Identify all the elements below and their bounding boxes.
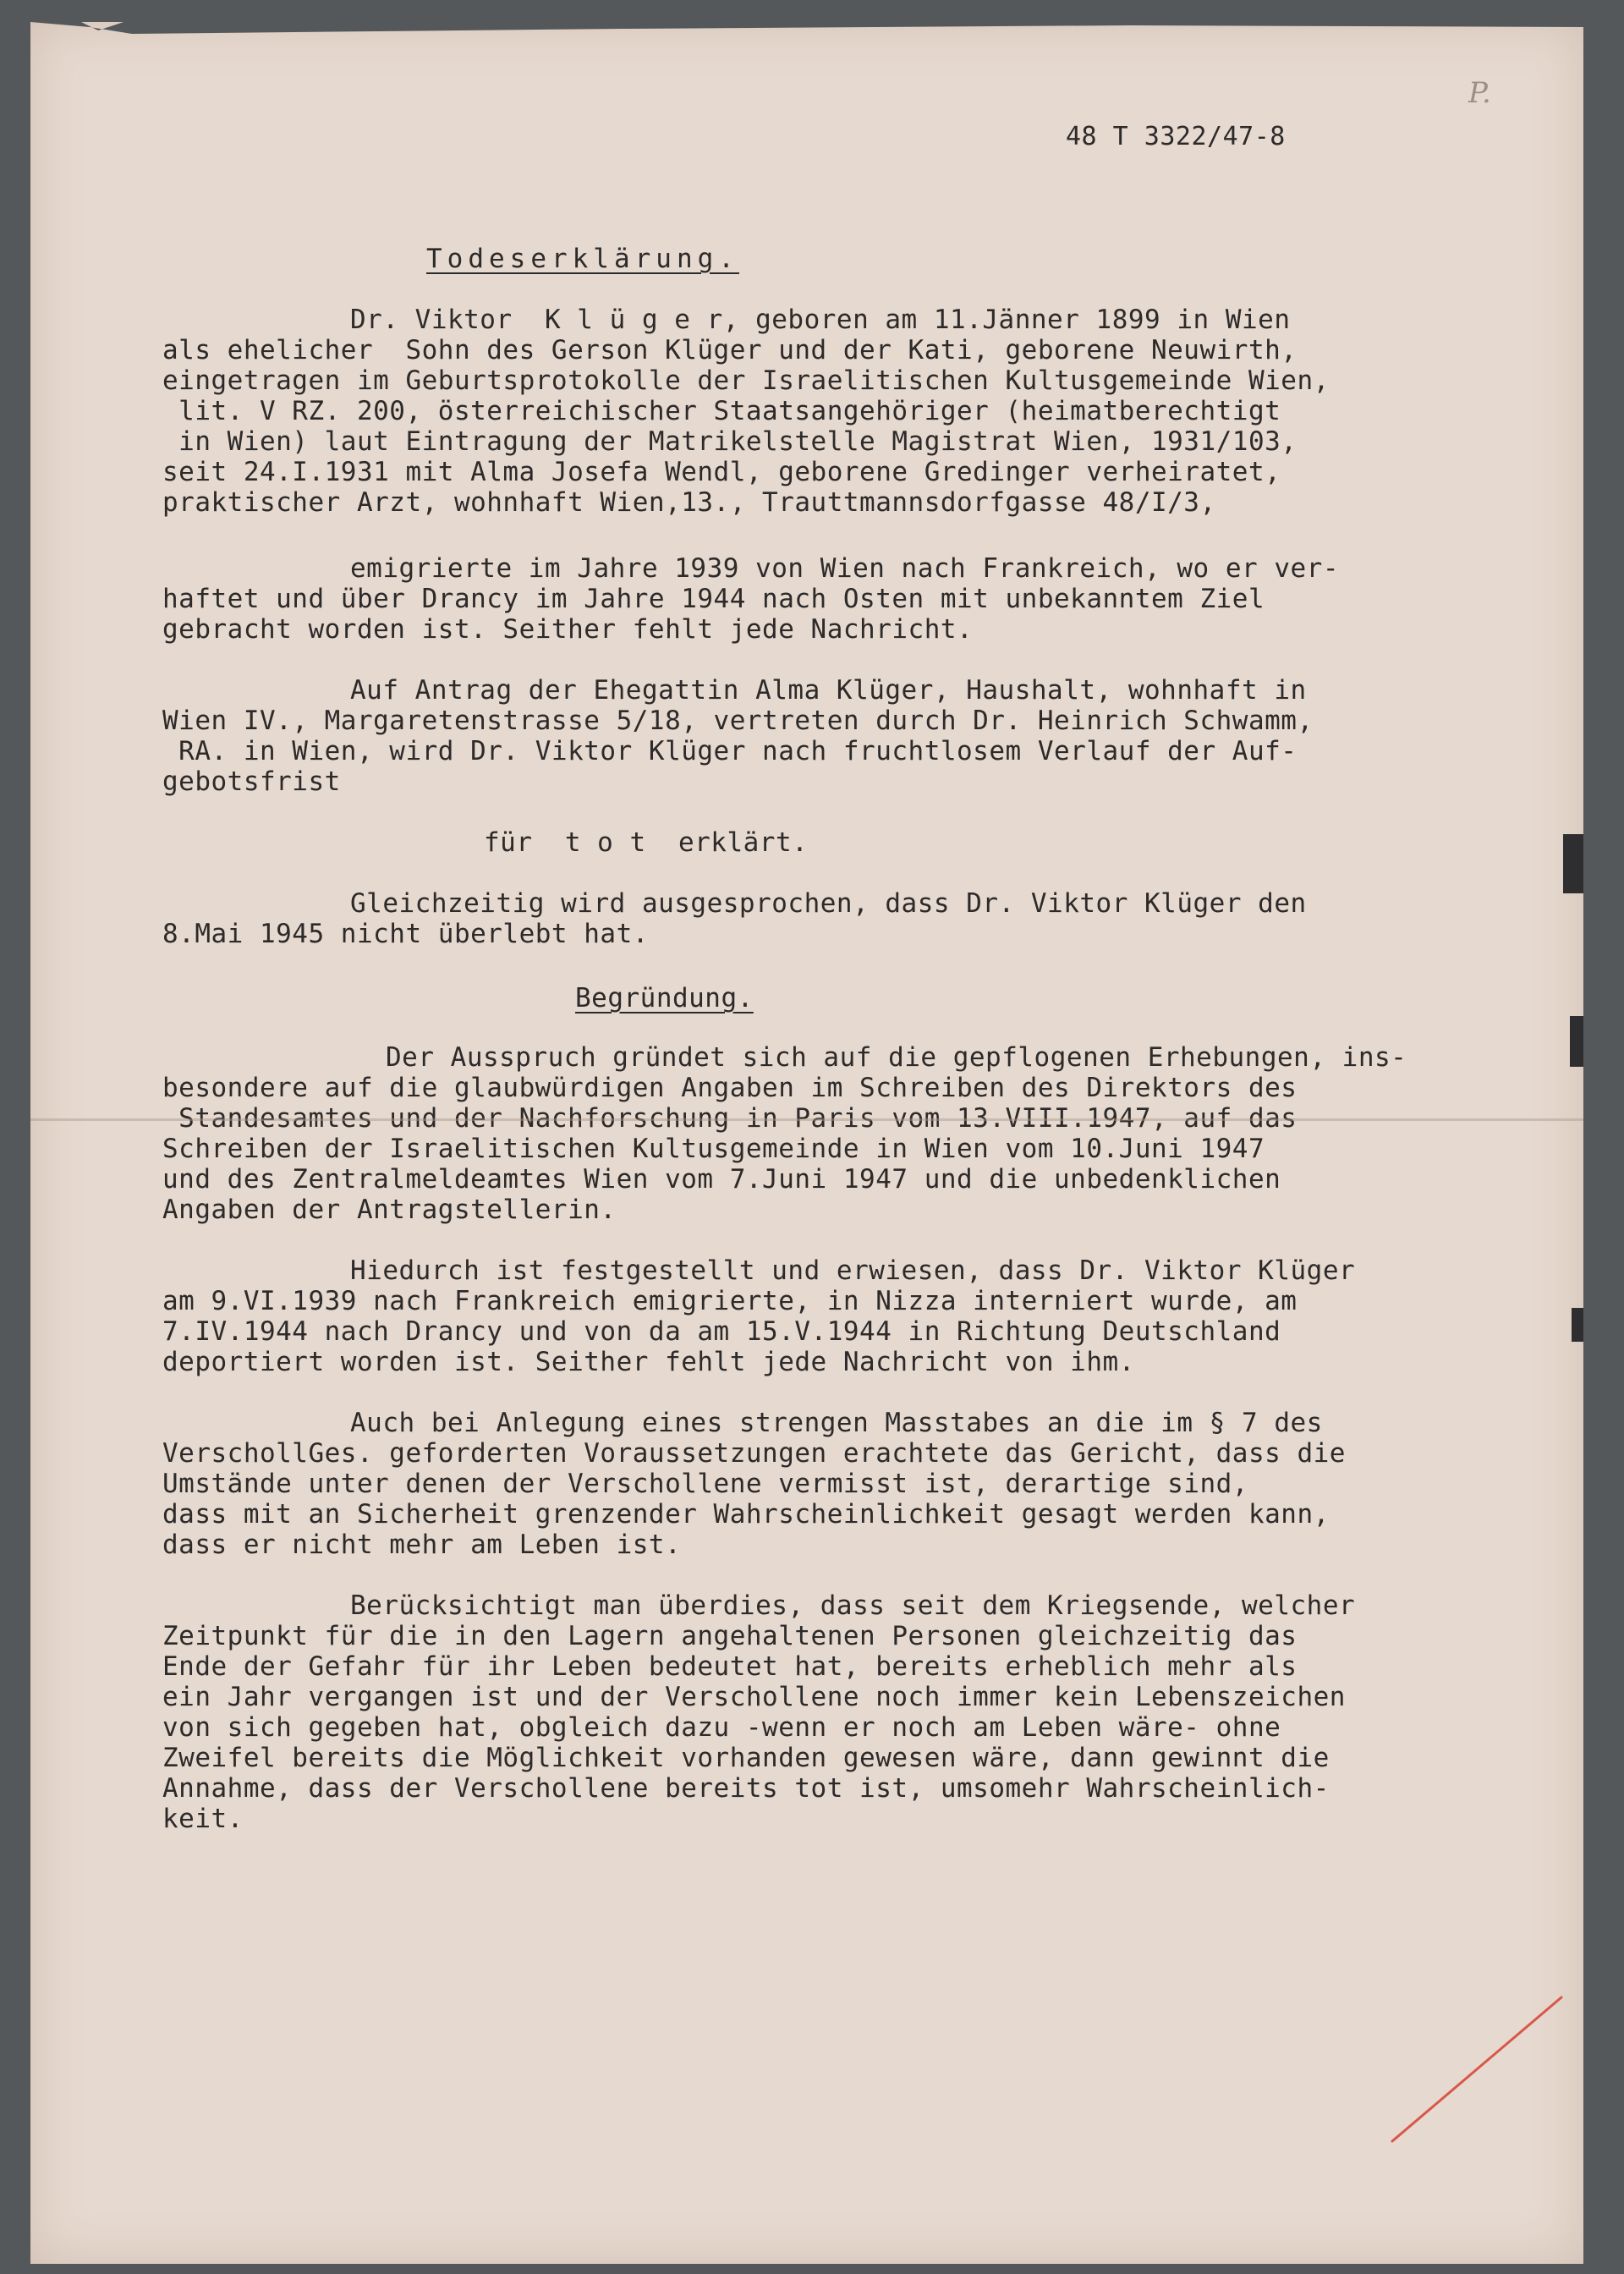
text-line: Zweifel bereits die Möglichkeit vorhanden gewesen wäre, dann gewinnt die <box>162 1743 1330 1773</box>
text-line: Hiedurch ist festgestellt und erwiesen, dass Dr. Viktor Klüger <box>350 1255 1356 1286</box>
text-line: Angaben der Antragstellerin. <box>162 1195 617 1225</box>
text-line: Zeitpunkt für die in den Lagern angehaltenen Personen gleichzeitig das <box>162 1621 1298 1651</box>
pencil-mark: P. <box>1468 76 1491 110</box>
text-line: besondere auf die glaubwürdigen Angaben im Schreiben des Direktors des <box>162 1073 1298 1103</box>
text-line: am 9.VI.1939 nach Frankreich emigrierte, in Nizza interniert wurde, am <box>162 1286 1298 1316</box>
document-page <box>30 22 1583 2264</box>
text-line: haftet und über Drancy im Jahre 1944 nach Osten mit unbekanntem Ziel <box>162 584 1265 614</box>
text-line: Dr. Viktor K l ü g e r, geboren am 11.Jänner 1899 in Wien <box>350 305 1291 335</box>
text-line: Standesamtes und der Nachforschung in Paris vom 13.VIII.1947, auf das <box>162 1103 1298 1134</box>
text-line: 8.Mai 1945 nicht überlebt hat. <box>162 919 649 949</box>
text-line: dass mit an Sicherheit grenzender Wahrscheinlichkeit gesagt werden kann, <box>162 1499 1330 1530</box>
text-line: emigrierte im Jahre 1939 von Wien nach Frankreich, wo er ver- <box>350 553 1339 584</box>
text-line: gebracht worden ist. Seither fehlt jede Nachricht. <box>162 614 974 645</box>
text-line: VerschollGes. geforderten Voraussetzungen erachtete das Gericht, dass die <box>162 1438 1346 1469</box>
text-line: Auch bei Anlegung eines strengen Masstabes an die im § 7 des <box>350 1408 1323 1438</box>
text-line: Auf Antrag der Ehegattin Alma Klüger, Haushalt, wohnhaft in <box>350 675 1307 706</box>
text-line: Gleichzeitig wird ausgesprochen, dass Dr. Viktor Klüger den <box>350 888 1307 919</box>
text-line: und des Zentralmeldeamtes Wien vom 7.Juni 1947 und die unbedenklichen <box>162 1164 1281 1195</box>
text-line: keit. <box>162 1804 244 1834</box>
text-line: Annahme, dass der Verschollene bereits tot ist, umsomehr Wahrscheinlich- <box>162 1773 1330 1804</box>
document-title: Todeserklärung. <box>426 244 739 274</box>
text-line: gebotsfrist <box>162 766 341 797</box>
declaration: für t o t erklärt. <box>484 827 809 858</box>
text-line: 7.IV.1944 nach Drancy und von da am 15.V.1944 in Richtung Deutschland <box>162 1316 1281 1347</box>
red-pencil-mark <box>1384 1989 1570 2158</box>
reference-number: 48 T 3322/47-8 <box>1066 122 1286 151</box>
text-line: in Wien) laut Eintragung der Matrikelstelle Magistrat Wien, 1931/103, <box>162 426 1298 457</box>
text-line: seit 24.I.1931 mit Alma Josefa Wendl, geborene Gredinger verheiratet, <box>162 457 1281 487</box>
reasons-heading: Begründung. <box>575 983 754 1013</box>
text-line: dass er nicht mehr am Leben ist. <box>162 1530 682 1560</box>
text-line: als ehelicher Sohn des Gerson Klüger und der Kati, geborene Neuwirth, <box>162 335 1298 365</box>
text-line: Berücksichtigt man überdies, dass seit dem Kriegsende, welcher <box>350 1590 1356 1621</box>
text-line: praktischer Arzt, wohnhaft Wien,13., Trauttmannsdorfgasse 48/I/3, <box>162 487 1216 518</box>
text-line: eingetragen im Geburtsprotokolle der Israelitischen Kultusgemeinde Wien, <box>162 365 1330 396</box>
text-line: Schreiben der Israelitischen Kultusgemeinde in Wien vom 10.Juni 1947 <box>162 1134 1265 1164</box>
text-line: Der Ausspruch gründet sich auf die gepflogenen Erhebungen, ins- <box>386 1042 1407 1073</box>
text-line: lit. V RZ. 200, österreichischer Staatsangehöriger (heimatberechtigt <box>162 396 1281 426</box>
text-line: Umstände unter denen der Verschollene vermisst ist, derartige sind, <box>162 1469 1248 1499</box>
text-line: RA. in Wien, wird Dr. Viktor Klüger nach fruchtlosem Verlauf der Auf- <box>162 736 1298 766</box>
text-line: Ende der Gefahr für ihr Leben bedeutet hat, bereits erheblich mehr als <box>162 1651 1298 1682</box>
document-text <box>30 22 1583 2264</box>
text-line: deportiert worden ist. Seither fehlt jede Nachricht von ihm. <box>162 1347 1135 1377</box>
text-line: Wien IV., Margaretenstrasse 5/18, vertreten durch Dr. Heinrich Schwamm, <box>162 706 1314 736</box>
text-line: von sich gegeben hat, obgleich dazu -wenn er noch am Leben wäre- ohne <box>162 1712 1281 1743</box>
text-line: ein Jahr vergangen ist und der Verschollene noch immer kein Lebenszeichen <box>162 1682 1346 1712</box>
